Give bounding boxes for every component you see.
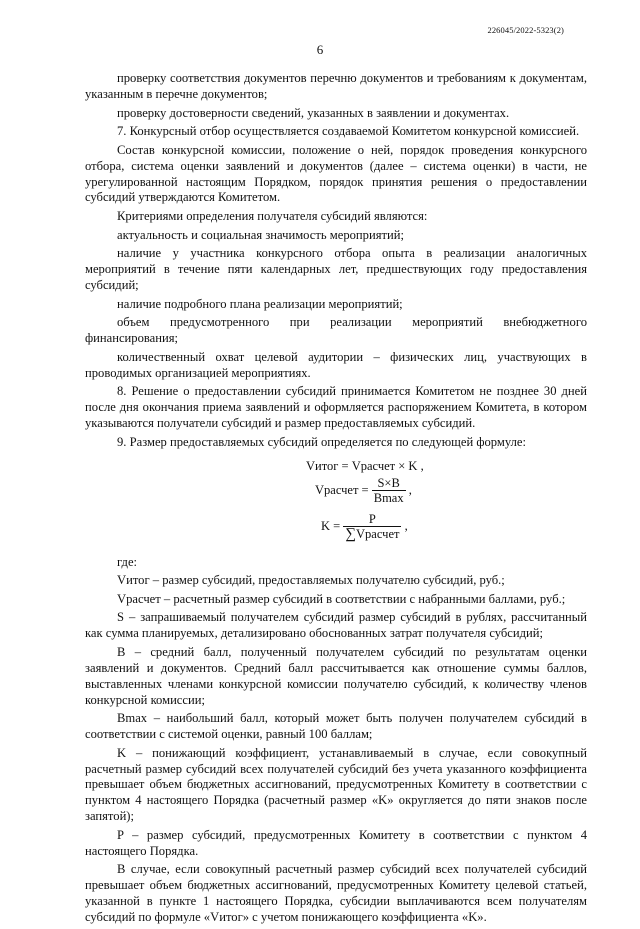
fraction-numerator: S×B: [372, 477, 406, 491]
formula-v-itog: Vитог = Vрасчет × K ,: [306, 458, 424, 473]
formula-block: [85, 459, 587, 549]
paragraph: Vитог – размер субсидий, предоставляемых получателю субсидий, руб.;: [117, 573, 505, 588]
paragraph: проверку соответствия документов перечню документов и требованиям к документам, указанным в перечне документов;: [85, 71, 587, 101]
formula-tail: ,: [404, 518, 408, 533]
paragraph: наличие подробного плана реализации мероприятий;: [117, 296, 403, 311]
paragraph: K – понижающий коэффициент, устанавливаемый в случае, если совокупный расчетный размер субсидий всех получателей субсидий без учета указанного коэффициента превышает объем бюджетных ассигнований, предусмотренных Комитету в соответствии с пунктом 4 настоящего Порядка (расчетный размер «K» округляется до пяти знаков после запятой);: [85, 745, 587, 824]
fraction: [343, 513, 401, 541]
fraction-numerator: P: [343, 513, 401, 527]
paragraph: S – запрашиваемый получателем субсидий размер субсидий в рублях, рассчитанный как сумма планируемых, детализировано обоснованных затрат получателя субсидий;: [85, 610, 587, 641]
formula-k: [321, 513, 408, 541]
formula-lhs: K =: [321, 518, 341, 533]
document-body: [85, 71, 587, 929]
formula-tail: ,: [408, 482, 412, 497]
sum-sign: ∑: [345, 525, 357, 542]
paragraph: количественный охват целевой аудитории – физических лиц, участвующих в проводимых организацией мероприятиях.: [85, 349, 587, 380]
paragraph: объем предусмотренного при реализации мероприятий внебюджетного финансирования;: [85, 315, 587, 346]
paragraph: 7. Конкурсный отбор осуществляется создаваемой Комитетом конкурсной комиссией.: [117, 124, 580, 139]
paragraph: В случае, если совокупный расчетный размер субсидий всех получателей субсидий превышает объем бюджетных ассигнований, предусмотренных Комитету целевой статьей, указанной в пункте 1 настоящего Порядка, субсидии выплачиваются всем получателям субсидий по формуле «Vитог» с учетом понижающего коэффициента «K».: [85, 862, 587, 925]
paragraph: 9. Размер предоставляемых субсидий определяется по следующей формуле:: [117, 434, 526, 449]
sum-operand: Vрасчет: [356, 526, 400, 541]
paragraph: где:: [117, 554, 138, 569]
paragraph: проверку достоверности сведений, указанных в заявлении и документах.: [117, 105, 510, 120]
paragraph: B – средний балл, полученный получателем субсидий по результатам оценки заявлений и документов. Средний балл рассчитывается как отношение суммы баллов, выставленных членами конкурсной комиссии получателю субсидий, к количеству членов конкурсной комиссии;: [85, 644, 587, 707]
paragraph: P – размер субсидий, предусмотренных Комитету в соответствии с пунктом 4 настоящего Порядка.: [85, 827, 587, 858]
formula-lhs: Vрасчет =: [315, 482, 369, 497]
paragraph: Bmax – наибольший балл, который может быть получен получателем субсидий в соответствии с системой оценки, равный 100 баллам;: [85, 711, 587, 741]
fraction-denominator: Bmax: [373, 490, 404, 505]
paragraph: актуальность и социальная значимость мероприятий;: [117, 227, 404, 242]
paragraph: Состав конкурсной комиссии, положение о ней, порядок проведения конкурсного отбора, система оценки заявлений и документов (далее – система оценки) в части, не урегулированной настоящим Порядком, порядок принятия решения о предоставлении субсидий утверждаются Комитетом.: [85, 142, 587, 205]
paragraph: Vрасчет – расчетный размер субсидий в соответствии с набранными баллами, руб.;: [117, 591, 566, 606]
fraction: [372, 477, 406, 505]
formula-v-raschet: [315, 477, 412, 505]
document-id: 226045/2022-5323(2): [487, 25, 564, 35]
fraction-denominator: [343, 527, 401, 541]
page-number: 6: [316, 42, 324, 57]
paragraph: Критериями определения получателя субсидий являются:: [117, 209, 428, 223]
paragraph: 8. Решение о предоставлении субсидий принимается Комитетом не позднее 30 дней после дня окончания приема заявлений и оформляется распоряжением Комитета, в котором указываются получатели субсидий и размер предоставляемых субсидий.: [85, 384, 587, 430]
paragraph: наличие у участника конкурсного отбора опыта в реализации аналогичных мероприятий в течение пяти календарных лет, предшествующих году предоставления субсидий;: [85, 246, 587, 292]
